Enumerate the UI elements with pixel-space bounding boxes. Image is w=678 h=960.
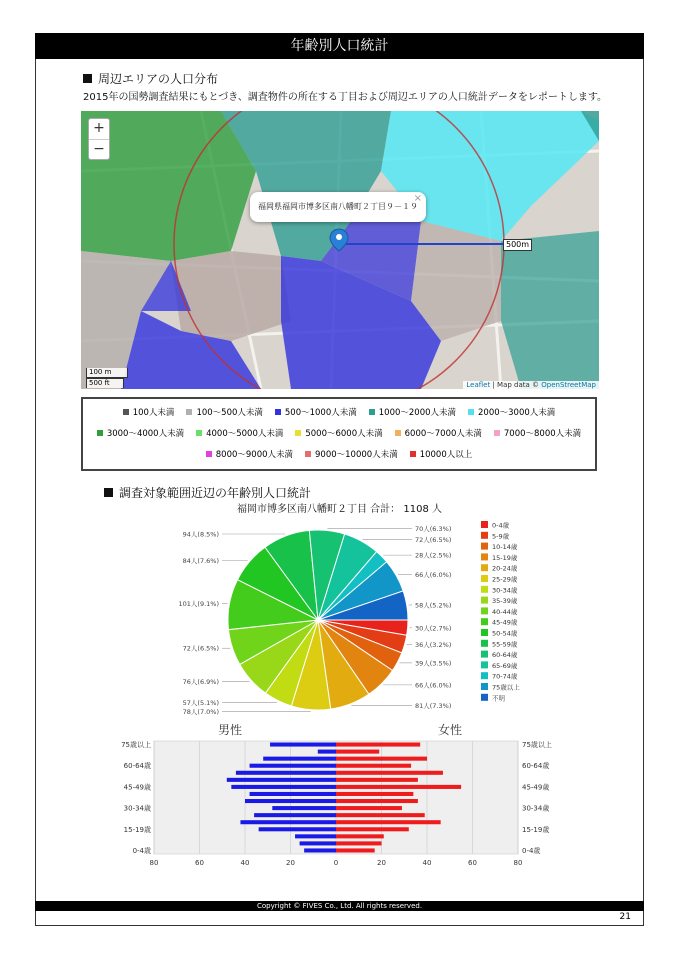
- pie-legend-swatch: [481, 618, 488, 625]
- legend-swatch: [123, 409, 129, 415]
- pie-legend-swatch: [481, 532, 488, 539]
- pyramid-xtick: 20: [377, 859, 386, 867]
- legend-item: [369, 406, 456, 418]
- age-pie-chart: [0, 515, 678, 725]
- pyramid-bar-male: [263, 757, 336, 761]
- pie-legend-swatch: [481, 640, 488, 647]
- pie-data-label: 78人(7.0%): [182, 708, 219, 717]
- pie-data-label: 94人(8.5%): [182, 530, 219, 539]
- pyramid-xtick: 40: [422, 859, 432, 867]
- pyramid-bar-female: [336, 813, 425, 817]
- pyramid-xtick: 60: [195, 859, 204, 867]
- pyramid-bar-male: [295, 834, 336, 838]
- legend-swatch: [206, 451, 212, 457]
- pie-legend-label: 55-59歳: [492, 640, 518, 649]
- pie-legend-swatch: [481, 521, 488, 528]
- legend-label: 9000〜10000人未満: [315, 449, 398, 460]
- pyramid-bar-male: [250, 764, 336, 768]
- pie-legend-swatch: [481, 607, 488, 614]
- zoom-control: [88, 118, 110, 160]
- scale-meters: 100 m: [86, 368, 128, 378]
- section-title-area: [83, 70, 218, 87]
- close-icon[interactable]: ×: [413, 193, 422, 204]
- pyramid-bar-male: [240, 820, 336, 824]
- pyramid-bar-female: [336, 743, 420, 747]
- pie-legend-label: 30-34歳: [492, 586, 518, 595]
- pyramid-xtick: 80: [513, 859, 523, 867]
- pie-legend-label: 60-64歳: [492, 651, 518, 660]
- pie-legend-swatch: [481, 672, 488, 679]
- pie-legend-label: 65-69歳: [492, 661, 518, 670]
- osm-link[interactable]: OpenStreetMap: [541, 381, 596, 389]
- pie-data-label: 58人(5.2%): [415, 601, 452, 610]
- pie-data-label: 84人(7.6%): [182, 557, 219, 566]
- pyramid-bar-male: [236, 771, 336, 775]
- legend-label: 3000〜4000人未満: [106, 428, 185, 439]
- pie-legend-label: 35-39歳: [492, 597, 518, 606]
- legend-item: [305, 448, 398, 460]
- pyramid-bar-female: [336, 834, 384, 838]
- pie-legend-label: 70-74歳: [492, 672, 518, 681]
- legend-item: [410, 448, 473, 460]
- pie-legend-swatch: [481, 553, 488, 560]
- legend-label: 4000〜5000人未満: [206, 428, 284, 439]
- pie-legend-label: 75歳以上: [492, 683, 520, 692]
- pyramid-bar-male: [300, 841, 336, 845]
- legend-label: 5000〜6000人未満: [305, 428, 383, 439]
- pie-legend-swatch: [481, 694, 488, 701]
- pyramid-bar-female: [336, 785, 461, 789]
- pie-data-label: 36人(3.2%): [415, 641, 452, 650]
- legend-item: [97, 427, 184, 439]
- legend-label: 8000〜9000人未満: [215, 449, 294, 460]
- pyramid-bar-male: [272, 806, 336, 810]
- pie-data-label: 57人(5.1%): [182, 698, 219, 707]
- legend-label: 500〜1000人未満: [284, 407, 357, 418]
- pyramid-bar-female: [336, 806, 402, 810]
- pie-data-label: 28人(2.5%): [415, 551, 452, 560]
- pyramid-ytick-right: 75歳以上: [522, 741, 552, 750]
- pie-data-label: 101人(9.1%): [178, 600, 219, 609]
- pyramid-bar-female: [336, 764, 411, 768]
- pyramid-ytick-right: 0-4歳: [522, 846, 541, 855]
- pyramid-xtick: 80: [149, 859, 159, 867]
- legend-swatch: [186, 409, 192, 415]
- pyramid-title-female: 女性: [437, 723, 463, 737]
- section-title-text: 調査対象範囲近辺の年齢別人口統計: [119, 486, 312, 500]
- pyramid-bar-male: [259, 827, 336, 831]
- legend-label: 10000人以上: [419, 449, 473, 460]
- pyramid-ytick-left: 60-64歳: [123, 762, 151, 771]
- pyramid-bar-female: [336, 841, 382, 845]
- legend-item: [468, 406, 555, 418]
- pie-legend-label: 40-44歳: [492, 607, 518, 616]
- bullet-square-icon: [83, 74, 92, 83]
- pie-legend-swatch: [481, 575, 488, 582]
- leaflet-link[interactable]: Leaflet: [466, 381, 491, 389]
- pie-legend-swatch: [481, 661, 488, 668]
- pie-legend-label: 20-24歳: [492, 564, 518, 573]
- pyramid-bar-male: [231, 785, 336, 789]
- pie-legend-label: 50-54歳: [492, 629, 518, 638]
- pyramid-ytick-left: 45-49歳: [123, 783, 151, 792]
- pie-data-label: 76人(6.9%): [182, 677, 219, 686]
- legend-item: [275, 406, 357, 418]
- legend-item: [196, 427, 283, 439]
- pie-legend-swatch: [481, 597, 488, 604]
- pyramid-ytick-left: 15-19歳: [123, 825, 151, 834]
- pyramid-ytick-right: 60-64歳: [522, 762, 550, 771]
- pie-legend-label: 0-4歳: [492, 521, 510, 530]
- pyramid-bar-female: [336, 750, 379, 754]
- pie-data-label: 30人(2.7%): [415, 624, 452, 633]
- pyramid-ytick-right: 15-19歳: [522, 825, 550, 834]
- pyramid-bar-female: [336, 799, 418, 803]
- pyramid-bar-male: [318, 750, 336, 754]
- legend-item: [123, 406, 175, 418]
- legend-label: 6000〜7000人未満: [404, 428, 482, 439]
- legend-label: 7000〜8000人未満: [503, 428, 582, 439]
- legend-label: 1000〜2000人未満: [378, 407, 457, 418]
- legend-swatch: [494, 430, 500, 436]
- legend-label: 100人未満: [132, 407, 175, 418]
- pyramid-bar-male: [250, 792, 336, 796]
- section-title-area: [104, 484, 311, 501]
- pie-legend-swatch: [481, 683, 488, 690]
- pie-legend-label: 不明: [492, 694, 505, 703]
- attribution-separator: | Map data ©: [490, 381, 542, 389]
- section-title-text: 周辺エリアの人口分布: [98, 72, 219, 86]
- pie-legend-label: 15-19歳: [492, 553, 518, 562]
- pyramid-ytick-right: 45-49歳: [522, 783, 550, 792]
- pie-data-label: 81人(7.3%): [415, 702, 452, 711]
- legend-label: 2000〜3000人未満: [478, 407, 556, 418]
- map-attribution: [463, 381, 599, 390]
- pie-data-label: 70人(6.3%): [415, 524, 452, 533]
- pyramid-bar-male: [254, 813, 336, 817]
- page-header: 年齢別人口統計: [35, 33, 644, 59]
- pyramid-bar-male: [245, 799, 336, 803]
- legend-item: [295, 427, 382, 439]
- legend-swatch: [295, 430, 301, 436]
- pyramid-xtick: 20: [286, 859, 295, 867]
- legend-item: [395, 427, 482, 439]
- legend-swatch: [305, 451, 311, 457]
- pie-data-label: 66人(6.0%): [415, 681, 452, 690]
- zoom-out-button[interactable]: −: [93, 141, 105, 157]
- pyramid-title-male: 男性: [217, 723, 243, 737]
- pyramid-bar-female: [336, 771, 443, 775]
- zoom-in-button[interactable]: +: [89, 119, 109, 140]
- pyramid-bar-female: [336, 820, 441, 824]
- map-scale: [86, 368, 128, 388]
- legend-swatch: [410, 451, 416, 457]
- page-number: 21: [619, 912, 631, 922]
- pie-data-label: 72人(6.5%): [415, 535, 452, 544]
- scale-feet: 500 ft: [86, 378, 124, 388]
- pyramid-xtick: 0: [333, 859, 339, 867]
- pyramid-bar-male: [270, 743, 336, 747]
- legend-swatch: [196, 430, 202, 436]
- legend-swatch: [97, 430, 103, 436]
- pie-data-label: 66人(6.0%): [415, 571, 452, 580]
- section-description: 2015年の国勢調査結果にもとづき、調査物件の所在する丁目および周辺エリアの人口統計データをレポートします。: [83, 92, 608, 103]
- radius-label: 500m: [503, 239, 532, 251]
- legend-swatch: [275, 409, 281, 415]
- population-pyramid-chart: [0, 720, 678, 880]
- pyramid-bar-female: [336, 778, 418, 782]
- pyramid-bar-male: [227, 778, 336, 782]
- pyramid-xtick: 40: [240, 859, 250, 867]
- pyramid-ytick-left: 0-4歳: [132, 846, 151, 855]
- legend-row: [83, 424, 595, 441]
- legend-swatch: [468, 409, 474, 415]
- pie-legend-swatch: [481, 586, 488, 593]
- legend-row: [83, 445, 595, 462]
- pie-legend-swatch: [481, 543, 488, 550]
- pyramid-bar-female: [336, 848, 375, 852]
- pie-legend-label: 5-9歳: [492, 532, 510, 541]
- footer-copyright: Copyright © FIVES Co., Ltd. All rights reserved.: [35, 901, 644, 911]
- pie-data-label: 72人(6.5%): [182, 644, 219, 653]
- pie-legend-swatch: [481, 564, 488, 571]
- legend-item: [206, 448, 293, 460]
- legend-label: 100〜500人未満: [196, 407, 263, 418]
- legend-item: [494, 427, 581, 439]
- pyramid-bar-female: [336, 827, 409, 831]
- pyramid-ytick-left: 75歳以上: [121, 741, 151, 750]
- legend-item: [186, 406, 262, 418]
- pie-legend-label: 10-14歳: [492, 543, 518, 552]
- pie-data-label: 39人(3.5%): [415, 659, 452, 668]
- legend-row: [83, 403, 595, 420]
- pyramid-bar-male: [304, 848, 336, 852]
- pyramid-bar-female: [336, 792, 413, 796]
- pyramid-ytick-right: 30-34歳: [522, 804, 550, 813]
- pyramid-bar-female: [336, 757, 427, 761]
- bullet-square-icon: [104, 488, 113, 497]
- popup-address: 福岡県福岡市博多区南八幡町２丁目９－１９: [258, 202, 418, 211]
- pie-legend-swatch: [481, 651, 488, 658]
- map-legend: [81, 397, 597, 471]
- map-popup: [250, 192, 426, 222]
- pie-legend-swatch: [481, 629, 488, 636]
- pyramid-ytick-left: 30-34歳: [123, 804, 151, 813]
- pie-chart-title: 福岡市博多区南八幡町２丁目 合計： 1108 人: [237, 504, 442, 515]
- pie-legend-label: 25-29歳: [492, 575, 518, 584]
- legend-swatch: [369, 409, 375, 415]
- pie-legend-label: 45-49歳: [492, 618, 518, 627]
- legend-swatch: [395, 430, 401, 436]
- pyramid-xtick: 60: [468, 859, 477, 867]
